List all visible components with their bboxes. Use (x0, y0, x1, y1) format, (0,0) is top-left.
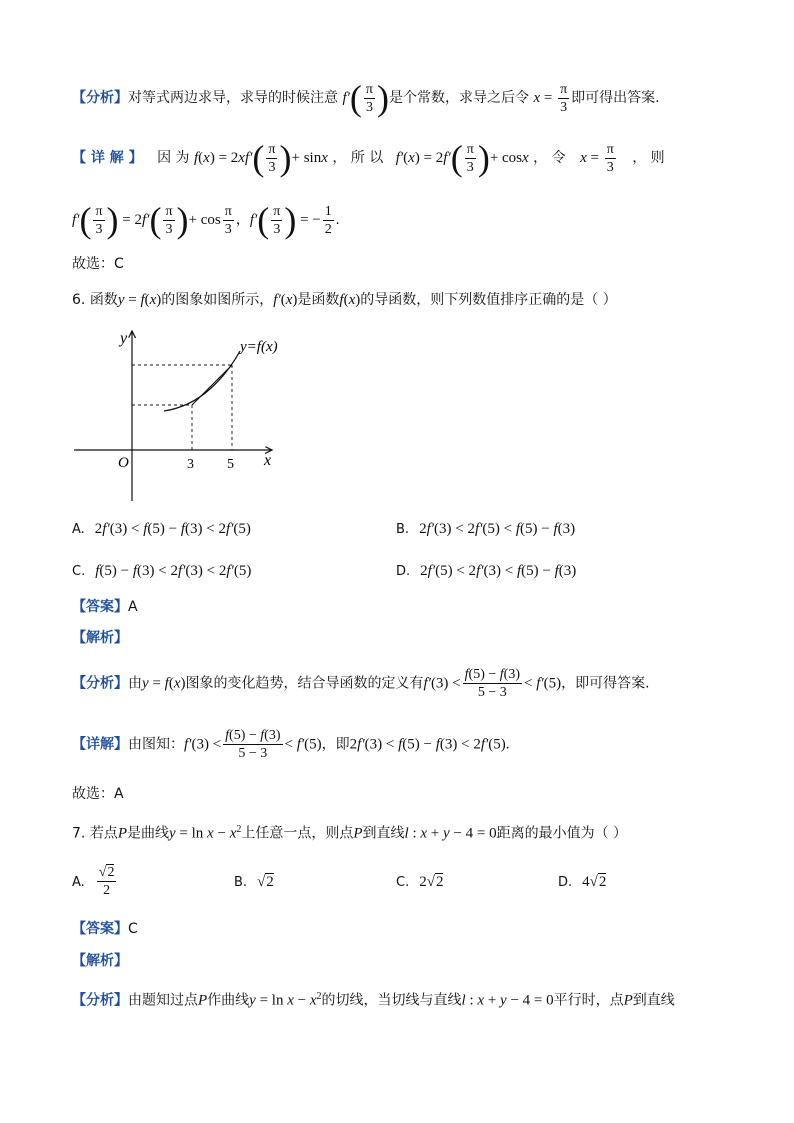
q6-analysis-line: 【分析】由y = f(x)图象的变化趋势，结合导函数的定义有f′(3) < $\frac{f(5) - f(3)}{5 - 3}$ < f′(5)，即可得答案. (72, 667, 650, 700)
q6-option-a: A. 2f′(3) < f(5) − f(3) < 2f′(5) (72, 521, 251, 537)
prev-choice-line: 故选：C (72, 256, 124, 272)
y-axis-label: y (120, 330, 128, 347)
detail-tag: 【 详 解 】 (72, 150, 143, 166)
q6-option-b: B. 2f′(3) < 2f′(5) < f(5) − f(3) (396, 521, 576, 537)
prev-detail-line: 【 详 解 】 因 为 f(x) = 2xf′( $\frac{\pi}{3}$ )+ sinx ， 所 以 f′(x) = 2f′( $\frac{\pi}{3}$ )+ cosx ， 令 x = $\frac{\pi}{3}$ ， 则 (72, 138, 665, 178)
secant-line (192, 365, 232, 405)
origin-label: O (118, 455, 129, 471)
q7-option-d: D. 4√2 (558, 874, 607, 890)
prev-detail-line-2: f′( $\frac{\pi}{3}$ ) = 2f′( $\frac{\pi}{3}$ )+ cos $\frac{\pi}{3}$ ，f′( $\frac{\pi}{3}$ ) = − $\frac{1}{2}$ . (72, 200, 340, 240)
curve-label: y=f(x) (240, 339, 278, 355)
q6-option-d: D. 2f′(5) < 2f′(3) < f(5) − f(3) (396, 563, 577, 579)
q7-answer-line: 【答案】C (72, 921, 138, 937)
q7-option-b: B. √2 (234, 874, 274, 890)
x-axis-label: x (264, 452, 272, 469)
tick-label-5: 5 (227, 457, 234, 472)
q6-stem: 6. 函数y = f(x)的图象如图所示，f′(x)是函数f(x)的导函数，则下列数值排序正确的是（ ） (72, 292, 617, 308)
q6-answer: A (128, 599, 138, 615)
q7-option-c: C. 2√2 (396, 874, 444, 890)
function-curve (164, 351, 240, 411)
analysis-tag: 【分析】 (72, 90, 128, 106)
fraction-pi-3: $\frac{\pi}{3}$ (365, 81, 373, 115)
q6-detail-line: 【详解】由图知：f′(3) < $\frac{f(5) - f(3)}{5 - 3}$ < f′(5)，即2f′(3) < f(5) − f(3) < 2f′(5). (72, 728, 510, 761)
q7-analysis-line: 【分析】由题知过点P作曲线$y = \ln x - x^2$的切线，当切线与直线l : x + y − 4 = 0平行时，点P到直线 (72, 991, 675, 1009)
answer-tag: 【答案】 (72, 599, 128, 615)
q6-answer-line (72, 597, 138, 617)
q7-option-a: A. $\frac{√2}{2}$ (72, 865, 115, 898)
q6-option-c: C. f(5) − f(3) < 2f′(3) < 2f′(5) (72, 563, 252, 579)
prev-analysis-line: 【分析】对等式两边求导，求导的时候注意 f′( $\frac{\pi}{3}$ )是个常数，求导之后令 x = $\frac{\pi}{3}$ 即可得出答案. (72, 78, 660, 118)
math-fprime: f′ (342, 90, 350, 106)
q6-choice-line: 故选：A (72, 786, 124, 802)
q7-solution-tag: 【解析】 (72, 953, 128, 969)
q6-solution-tag: 【解析】 (72, 630, 128, 646)
function-graph (72, 325, 282, 505)
q7-stem: 7. 若点P是曲线$y = \ln x - x^2$上任意一点，则点P到直线l : x + y − 4 = 0距离的最小值为（ ） (72, 824, 628, 842)
q7-answer: C (128, 921, 138, 937)
tick-label-3: 3 (187, 457, 194, 472)
